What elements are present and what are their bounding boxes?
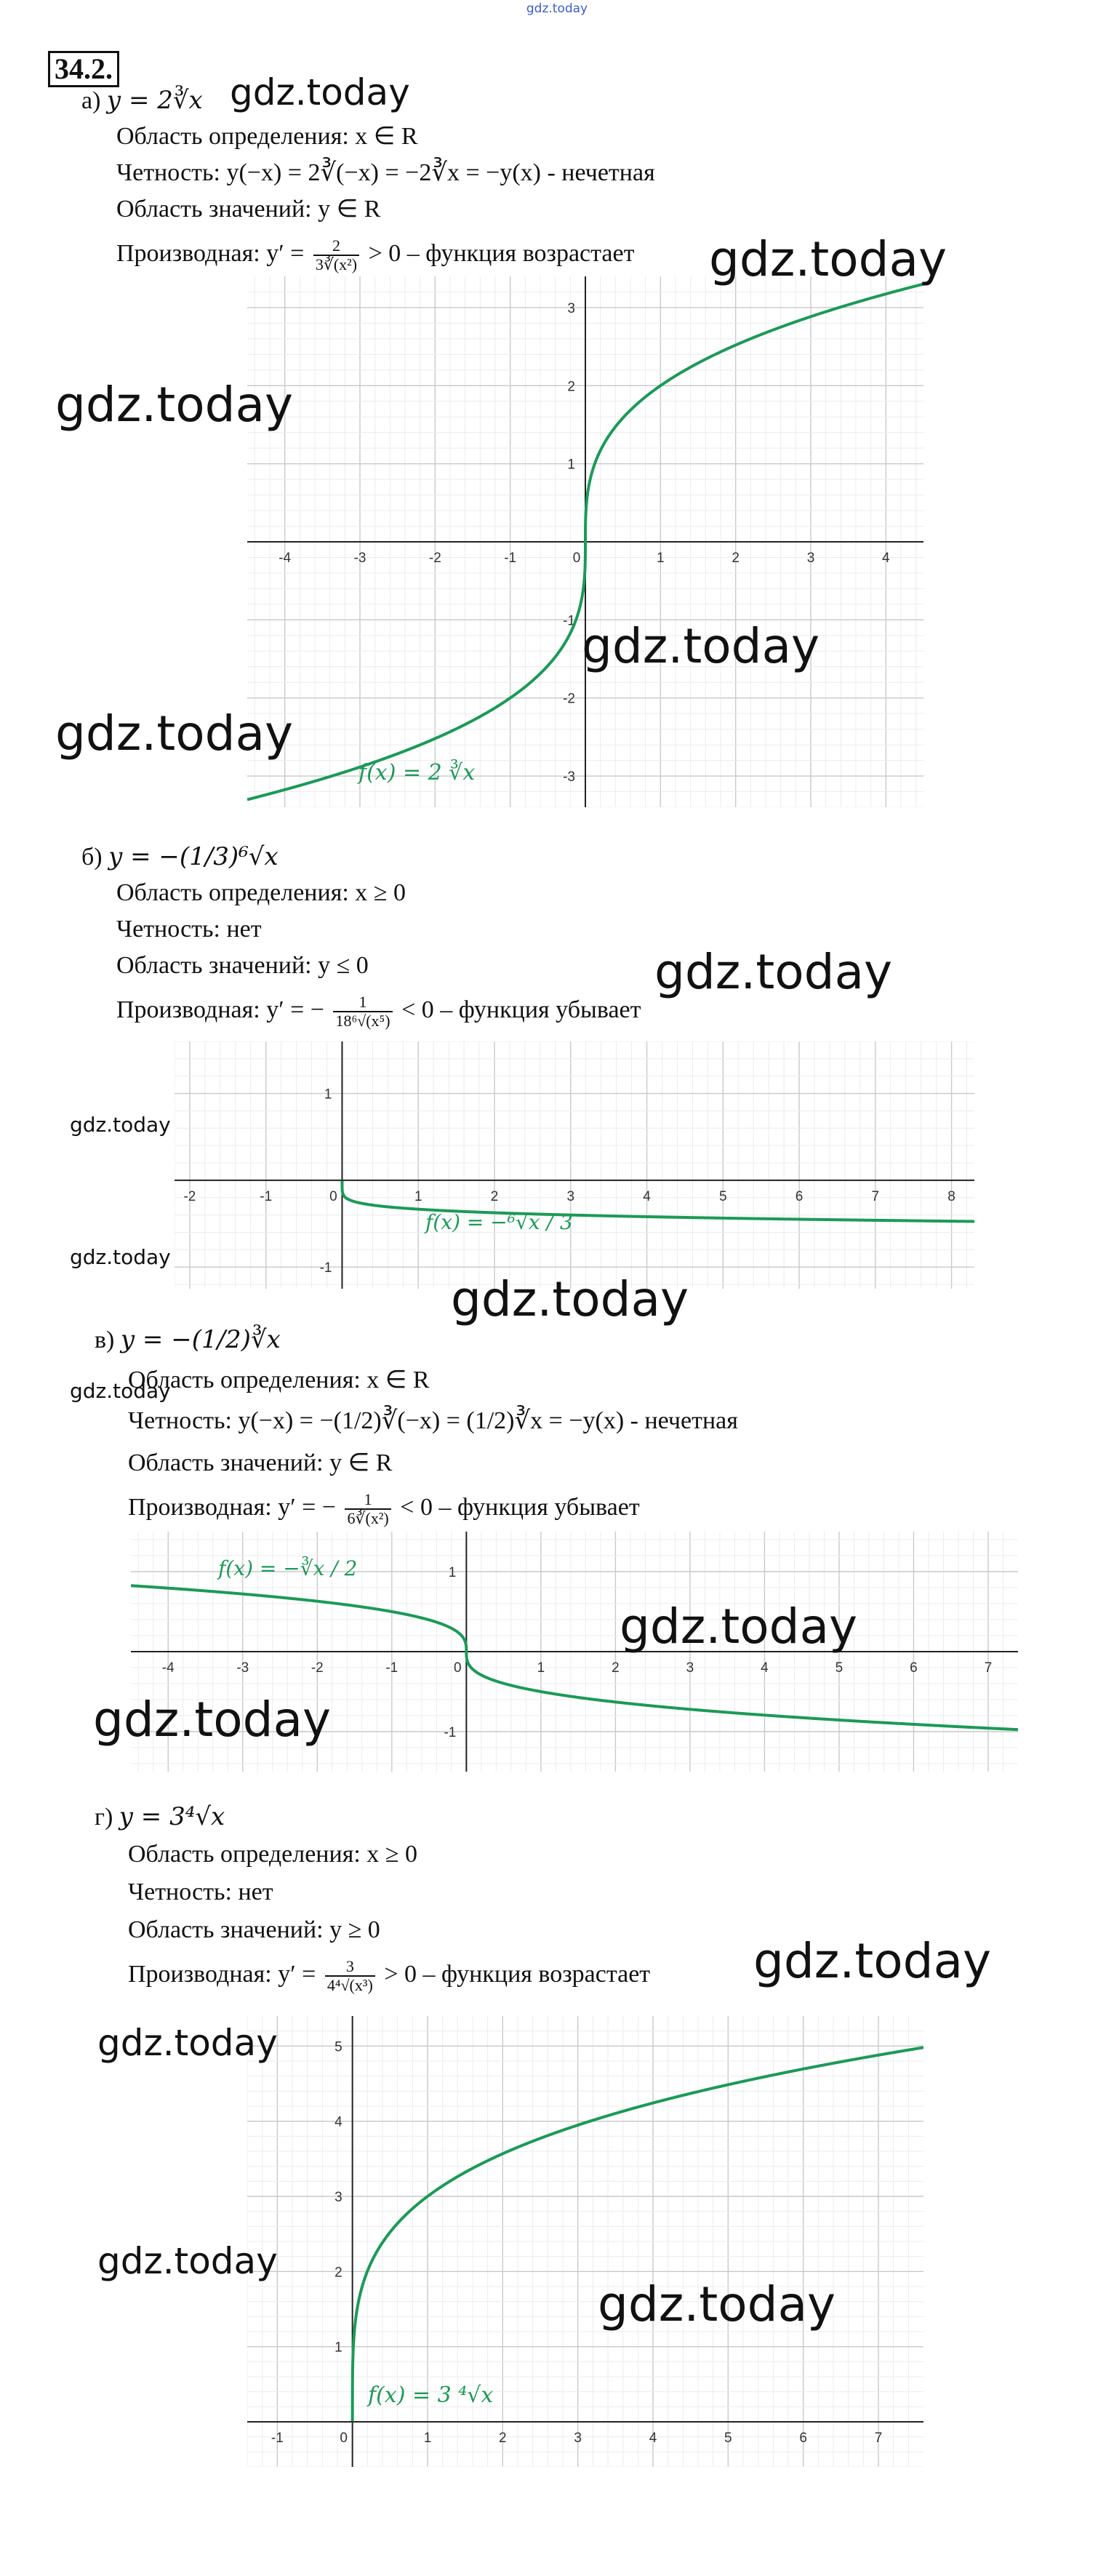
x-tick-label: 7 [984,1660,993,1676]
x-tick-label: 2 [490,1188,499,1204]
x-tick-label: -1 [504,551,517,566]
x-tick-label: -2 [310,1660,324,1676]
section-d-derivative-suffix: > 0 – функция возрастает [384,1960,651,1988]
section-c-parity: Четность: y(−x) = −(1/2)∛(−x) = (1/2)∛x = −y(x) - нечетная [128,1407,738,1434]
x-tick-label: 2 [732,551,740,566]
section-a-parity: Четность: y(−x) = 2∛(−x) = −2∛x = −y(x) - нечетная [116,159,655,186]
x-tick-label: -4 [278,551,292,566]
y-tick-label: -2 [563,691,575,707]
x-tick-label: 1 [423,2431,432,2446]
y-tick-label: 1 [334,2340,342,2356]
section-d-derivative-num: 3 [325,1958,375,1977]
section-b-derivative-prefix: Производная: y′ = − [116,996,324,1023]
section-c-function: y = −(1/2)∛x [120,1325,281,1354]
x-tick-label: 5 [724,2431,732,2446]
x-tick-label: 3 [566,1188,575,1204]
section-a-domain: Область определения: x ∈ R [116,123,418,150]
x-tick-label: -3 [236,1660,249,1676]
x-tick-label: 6 [795,1188,804,1204]
x-tick-label: 4 [882,551,890,566]
watermark: gdz.today [70,1113,171,1137]
watermark: gdz.today [93,1692,332,1748]
section-a-derivative-suffix: > 0 – функция возрастает [368,239,635,267]
section-c-derivative [128,1491,640,1527]
x-tick-label: 4 [643,1188,651,1204]
y-tick-label: 1 [567,457,575,473]
watermark: gdz.today [709,231,947,287]
x-tick-label: 1 [657,551,665,566]
section-d-label: г) [95,1804,113,1831]
section-d-derivative-prefix: Производная: y′ = [128,1960,316,1988]
section-a-heading [81,86,203,116]
section-c-derivative-num: 1 [345,1491,390,1510]
graph-d [247,2016,923,2467]
graph-b-legend: f(x) = −⁶√x / 3 [425,1210,573,1234]
problem-number: 34.2. [48,51,119,87]
x-tick-label: 0 [329,1188,337,1204]
watermark: gdz.today [97,2022,278,2064]
x-tick-label: 4 [761,1660,769,1676]
section-d-derivative [128,1958,650,1994]
x-tick-label: 5 [718,1188,727,1204]
x-tick-label: 8 [947,1188,955,1204]
watermark: gdz.today [620,1599,858,1655]
x-tick-label: -2 [183,1188,196,1204]
y-tick-label: -3 [563,769,575,785]
section-c-range: Область значений: y ∈ R [128,1449,393,1476]
y-tick-label: 2 [567,379,575,395]
grid [175,1041,974,1289]
watermark: gdz.today [451,1271,689,1327]
y-tick-label: 4 [334,2114,342,2130]
section-b-function: y = −(1/3)⁶√x [108,842,278,871]
section-b-parity: Четность: нет [116,916,262,943]
x-tick-label: 2 [612,1660,620,1676]
watermark: gdz.today [598,2276,836,2332]
y-tick-label: 2 [334,2265,342,2281]
grid [247,2016,923,2467]
x-tick-label: 0 [572,551,581,566]
x-tick-label: 5 [835,1660,843,1676]
x-tick-label: 4 [649,2431,657,2446]
section-a-label: а) [81,87,101,114]
section-b-range: Область значений: y ≤ 0 [116,952,369,979]
watermark: gdz.today [97,2240,278,2282]
section-d-derivative-fraction [325,1958,375,1994]
section-d-derivative-den: 4⁴√(x³) [326,1976,373,1994]
x-tick-label: 1 [414,1188,422,1204]
x-tick-label: 3 [686,1660,694,1676]
y-tick-label: -1 [319,1260,332,1276]
section-d-function: y = 3⁴√x [119,1802,225,1831]
y-tick-label: 3 [334,2190,342,2205]
section-d-heading [95,1802,225,1832]
section-b-heading [81,842,278,872]
watermark: gdz.today [753,1933,992,1989]
section-d-domain: Область определения: x ≥ 0 [128,1841,417,1868]
y-tick-label: 1 [448,1565,457,1580]
section-c-heading [95,1325,281,1355]
section-b-derivative-den: 18⁶√(x⁵) [335,1012,390,1030]
x-tick-label: -1 [260,1188,273,1204]
section-a-derivative-num: 2 [313,237,359,256]
y-tick-label: -1 [563,613,575,629]
section-c-label: в) [95,1327,115,1353]
graph-a-legend: f(x) = 2 ∛x [358,760,476,785]
x-tick-label: 1 [537,1660,545,1676]
section-b-derivative-num: 1 [333,993,392,1012]
watermark: gdz.today [230,71,410,113]
header-watermark: gdz.today [526,1,588,16]
section-a-range: Область значений: y ∈ R [116,196,381,223]
section-b-label: б) [81,844,103,871]
watermark: gdz.today [70,1379,171,1403]
section-c-derivative-prefix: Производная: y′ = − [128,1493,336,1521]
graph-b [175,1041,974,1289]
x-tick-label: 3 [806,551,815,566]
section-a-function: y = 2∛x [106,86,203,115]
section-b-domain: Область определения: x ≥ 0 [116,879,406,906]
x-tick-label: -3 [353,551,366,566]
y-tick-label: 3 [567,300,575,316]
section-c-derivative-suffix: < 0 – функция убывает [400,1493,640,1521]
x-tick-label: 6 [799,2431,807,2446]
x-tick-label: 0 [340,2431,348,2446]
section-a-derivative [116,237,634,273]
graph-c-legend: f(x) = −∛x / 2 [218,1556,358,1580]
section-c-derivative-fraction [345,1491,390,1527]
x-tick-label: -2 [428,551,441,566]
x-tick-label: 7 [874,2431,883,2446]
x-tick-label: -4 [161,1660,175,1676]
section-b-derivative-fraction [333,993,392,1030]
y-tick-label: 1 [324,1087,332,1103]
y-tick-label: 5 [334,2039,342,2055]
section-b-derivative-suffix: < 0 – функция убывает [401,996,641,1023]
section-d-parity: Четность: нет [128,1879,273,1905]
graph-d-legend: f(x) = 3 ⁴√x [368,2383,494,2408]
section-c-derivative-den: 6∛(x²) [347,1509,389,1527]
section-a-derivative-fraction [313,237,359,273]
section-a-derivative-prefix: Производная: y′ = [116,239,305,267]
x-tick-label: 7 [871,1188,880,1204]
watermark: gdz.today [70,1245,171,1269]
x-tick-label: 3 [574,2431,582,2446]
watermark: gdz.today [654,944,893,1000]
section-b-derivative [116,993,641,1030]
section-c-domain: Область определения: x ∈ R [128,1367,430,1393]
section-a-derivative-den: 3∛(x²) [315,255,358,273]
watermark: gdz.today [55,377,294,433]
x-tick-label: -1 [385,1660,398,1676]
watermark: gdz.today [582,618,820,674]
x-tick-label: 6 [910,1660,918,1676]
x-tick-label: -1 [271,2431,284,2446]
x-tick-label: 2 [499,2431,507,2446]
y-tick-label: -1 [444,1725,457,1740]
x-tick-label: 0 [454,1660,462,1676]
watermark: gdz.today [55,705,294,761]
graph-a [247,276,923,807]
section-d-range: Область значений: y ≥ 0 [128,1916,380,1943]
